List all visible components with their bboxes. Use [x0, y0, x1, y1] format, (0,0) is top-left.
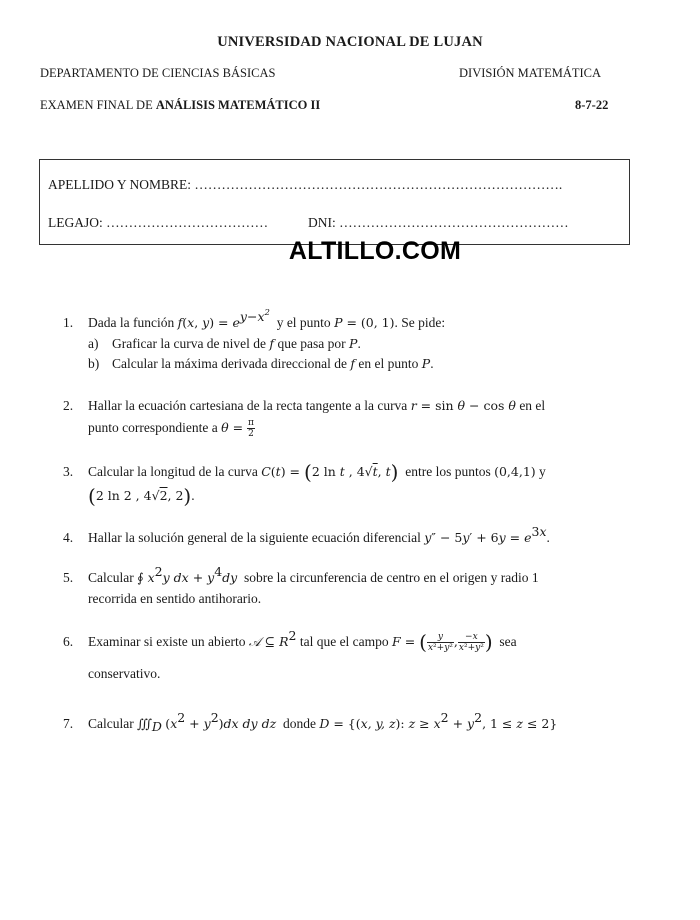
question-text: Hallar la ecuación cartesiana de la recta tangente a la curva r = sin θ − cos θ en el: [88, 398, 546, 413]
question-number: 6.: [63, 634, 74, 649]
question-text: Calcular la longitud de la curva C(t) = (2 ln t , 4√t, t) entre los puntos (0,4,1) y: [88, 460, 546, 484]
question-text: Hallar la solución general de la siguiente ecuación diferencial $y'' - 5y' + 6y = e^{3x}$.: [88, 524, 550, 545]
question-text: Dada la función f(x, $y) = e^{y-x^2}$ y el punto P = (0, 1). Se pide:: [88, 308, 446, 330]
question-text: Calcular $∭_D$ $(x^2 + y^2)dx$ dy dz donde D = {(x, y, z): $z \ge x^2 + y^2$, 1 ≤ z ≤ 2}: [88, 710, 558, 734]
question-number: 2.: [63, 398, 74, 413]
exam-title: [40, 98, 320, 113]
division-label: DIVISIÓN MATEMÁTICA: [459, 66, 602, 80]
student-info-box: [39, 159, 630, 245]
question-number: 7.: [63, 716, 74, 731]
exam-subject: ANÁLISIS MATEMÁTICO II: [155, 98, 321, 112]
legajo-field: LEGAJO: ………………………………: [48, 215, 269, 230]
exam-prefix: EXAMEN FINAL DE: [40, 98, 153, 112]
question-number: 1.: [63, 315, 74, 330]
watermark: ALTILLO.COM: [288, 237, 462, 265]
exam-date: 8-7-22: [575, 98, 609, 112]
question-number: 3.: [63, 464, 74, 479]
name-field: APELLIDO Y NOMBRE: ……………………………………………………………………….: [48, 177, 563, 192]
question-text: Calcular ∮ $x^2y$ dx + $y^4dy$ sobre la circunferencia de centro en el origen y radio 1: [88, 564, 539, 585]
question-number: 5.: [63, 570, 74, 585]
question-text: Examinar si existe un abierto 𝒜 ⊆ $R^2$ tal que el campo F = ( $\frac{y}{\text{x²+y²}}$ , $\frac{-x}{\text{x²+y²}}$ ) sea: [88, 628, 517, 654]
department-label: DEPARTAMENTO DE CIENCIAS BÁSICAS: [40, 66, 276, 80]
question-number: 4.: [63, 530, 74, 545]
dni-field: DNI: ……………………………………………: [308, 215, 569, 230]
university-title: UNIVERSIDAD NACIONAL DE LUJAN: [217, 34, 483, 50]
